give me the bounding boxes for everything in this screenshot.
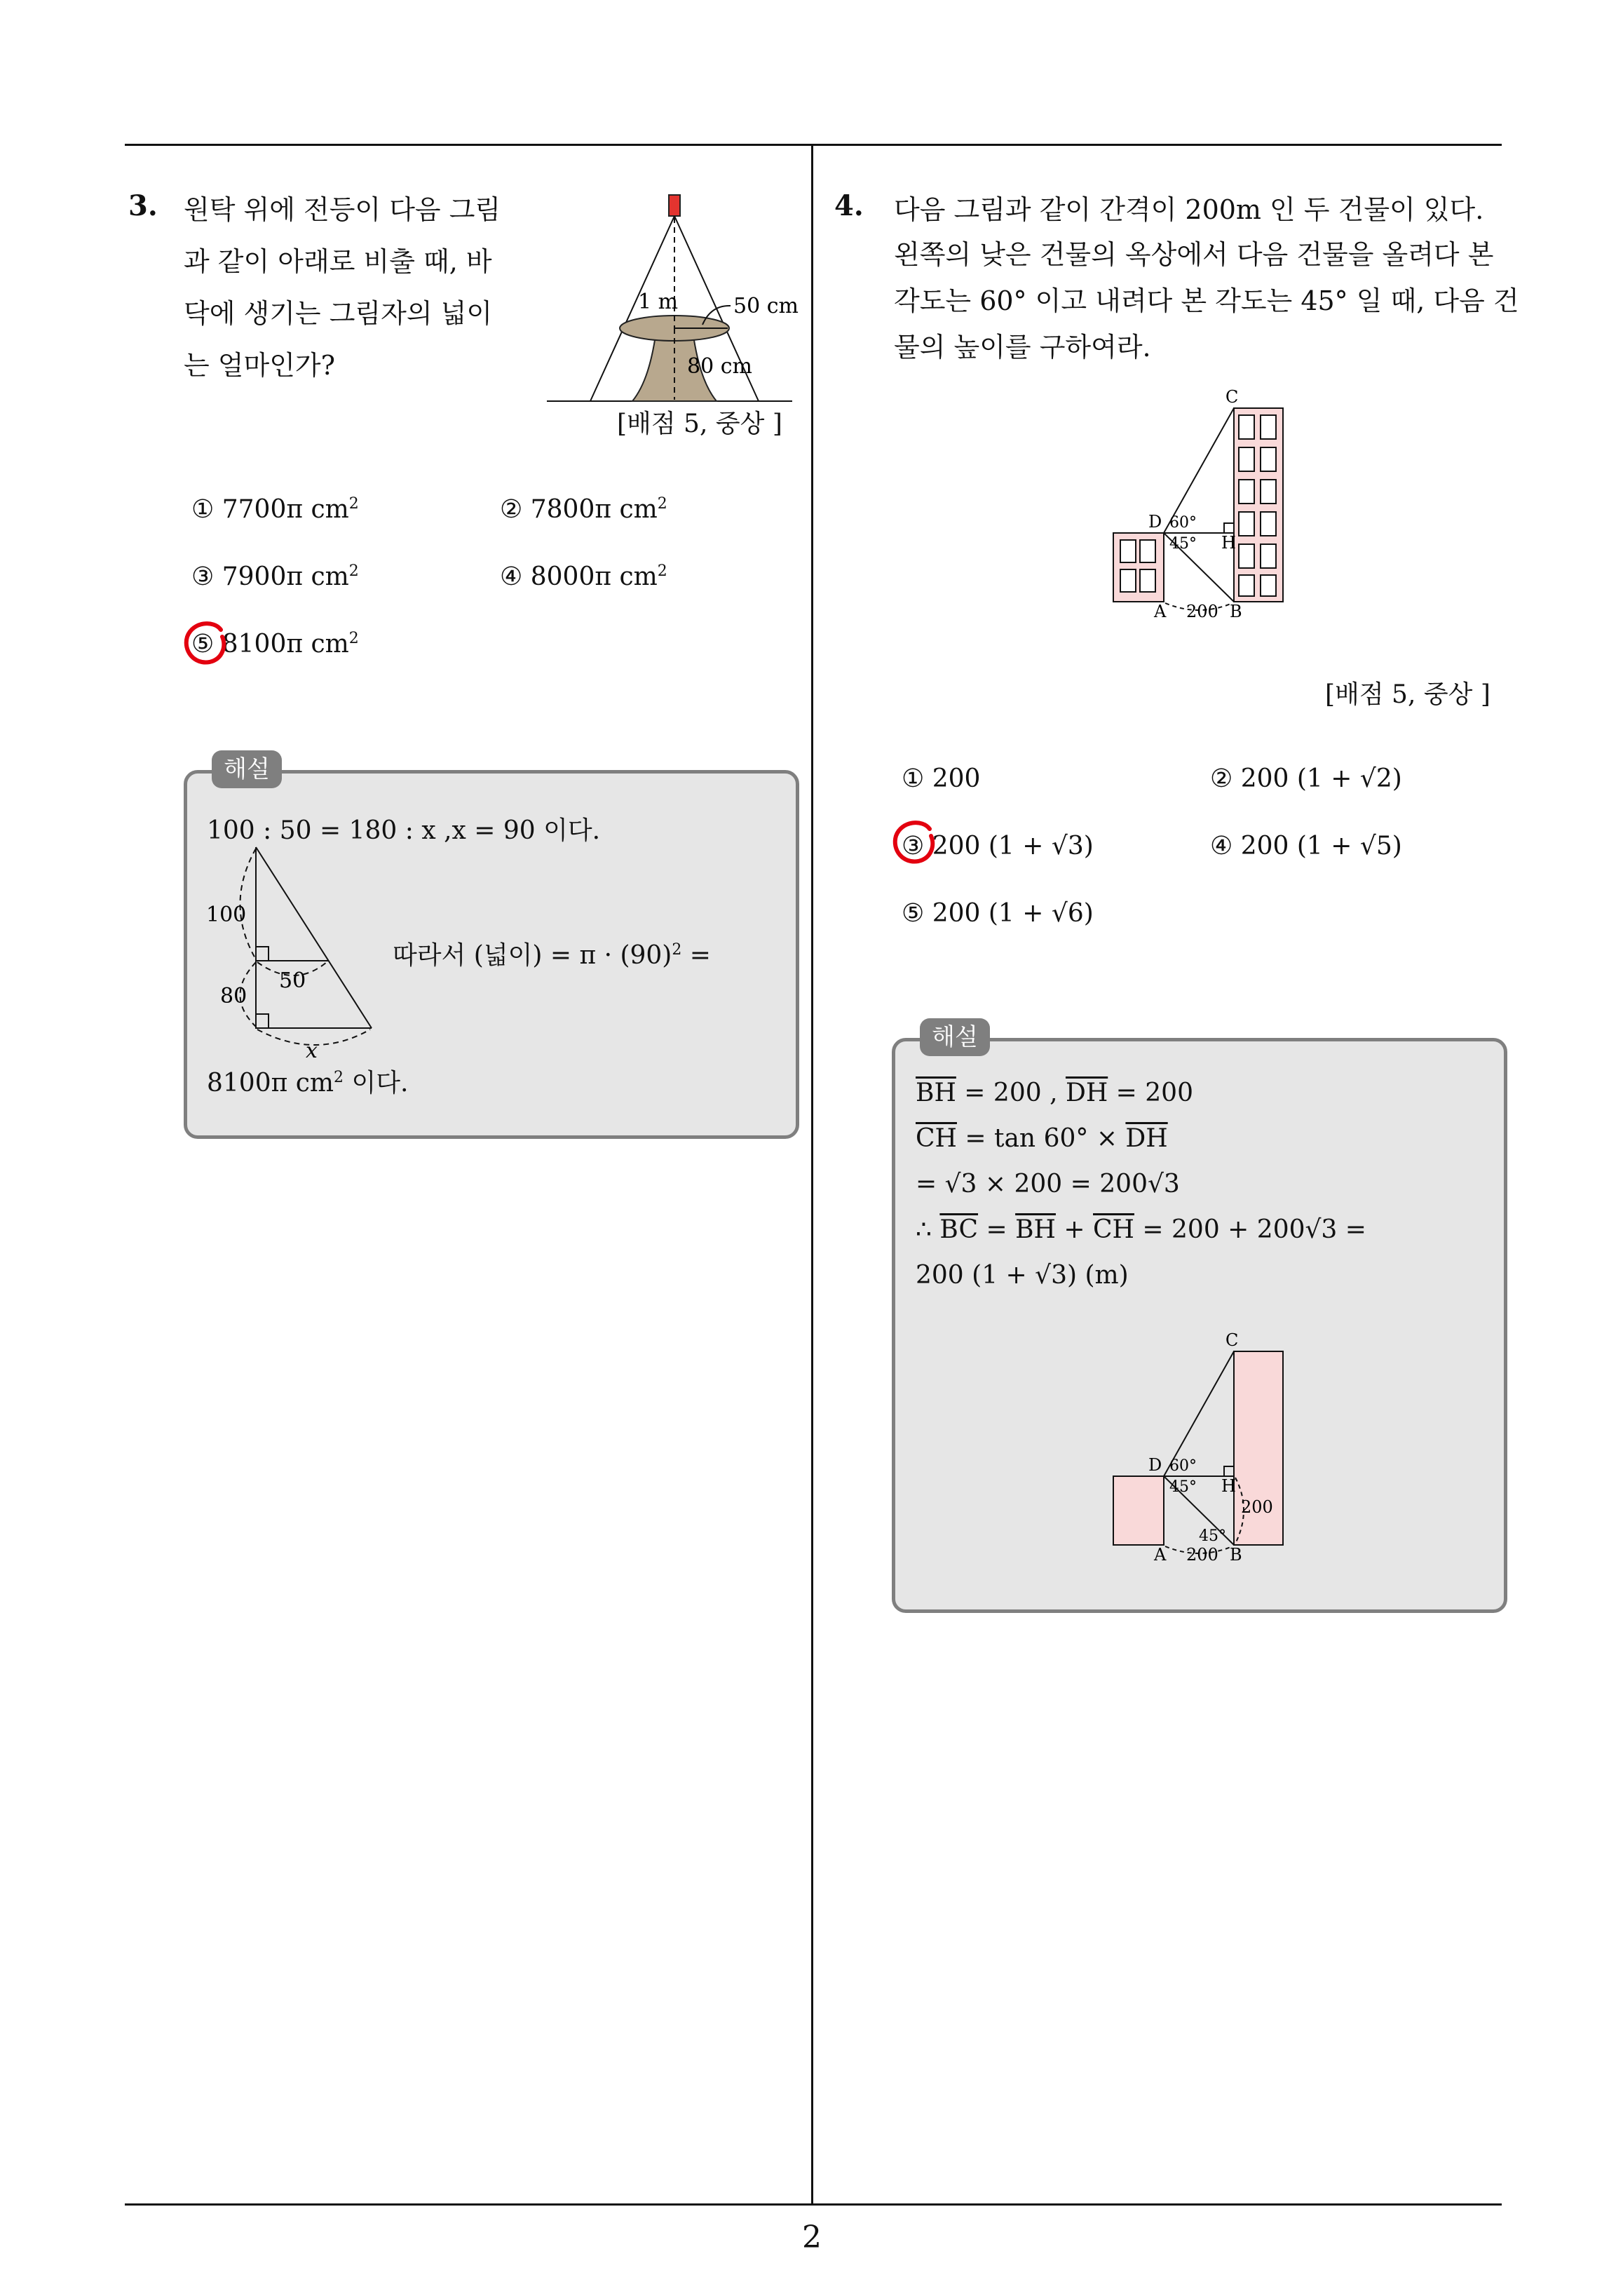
choice-number: ③ xyxy=(902,832,925,860)
q3-sol-label-100: 100 xyxy=(206,903,247,927)
q4-solution-figure xyxy=(1101,1329,1311,1567)
q3-solution-last xyxy=(207,1063,408,1099)
solution-text: 8100π cm xyxy=(207,1069,334,1098)
segment-bc: $\overline{BC}$ xyxy=(939,1215,979,1244)
q3-solution-tag: 해설 xyxy=(212,750,282,788)
solution-text: = 200 xyxy=(1108,1079,1193,1107)
q4-solution-line5: 200 (1 + √3) (m) xyxy=(916,1261,1129,1290)
solution-text: = 200 , xyxy=(956,1079,1066,1107)
q3-text-line: 원탁 위에 전등이 다음 그림 xyxy=(184,194,501,225)
q4-fig-A: A xyxy=(1154,602,1167,621)
choice-exponent: 2 xyxy=(657,562,667,580)
q4-solution-line1 xyxy=(916,1079,1193,1107)
q3-fig-label-80cm: 80 cm xyxy=(687,354,752,379)
q4-choice-2[interactable] xyxy=(1210,764,1402,793)
q3-solution-mid xyxy=(393,936,711,971)
q4-fig-angle60: 60° xyxy=(1169,514,1197,532)
choice-number: ① xyxy=(191,495,215,524)
q4-sol-fig-angle45b: 45° xyxy=(1199,1527,1226,1545)
q4-buildings-figure xyxy=(1101,386,1311,624)
segment-ch: $\overline{CH}$ xyxy=(1093,1215,1134,1244)
q4-sol-fig-C: C xyxy=(1225,1330,1239,1350)
q3-sol-label-80: 80 xyxy=(220,984,247,1008)
choice-value: 8000π cm xyxy=(530,562,658,591)
q3-sol-label-x: x xyxy=(306,1039,318,1063)
solution-text: 따라서 (넓이) = π · (90) xyxy=(393,941,672,970)
segment-ch: $\overline{CH}$ xyxy=(916,1124,957,1153)
choice-exponent: 2 xyxy=(348,630,359,647)
solution-text: = 200 + 200√3 = xyxy=(1134,1215,1366,1244)
segment-bh: $\overline{BH}$ xyxy=(916,1079,956,1107)
solution-text: = xyxy=(978,1215,1016,1244)
segment-bh: $\overline{BH}$ xyxy=(1015,1215,1056,1244)
choice-exponent: 2 xyxy=(348,495,359,513)
q4-text-line: 왼쪽의 낮은 건물의 옥상에서 다음 건물을 올려다 본 xyxy=(894,239,1494,270)
solution-text: 이다. xyxy=(344,1069,409,1098)
q3-choice-3[interactable] xyxy=(191,562,359,591)
q3-choice-4[interactable] xyxy=(500,562,667,591)
q3-choice-1[interactable] xyxy=(191,495,359,524)
choice-number: ⑤ xyxy=(902,899,925,928)
q4-sol-fig-H: H xyxy=(1221,1476,1236,1496)
q4-points: [배점 5, 중상 ] xyxy=(1325,680,1490,709)
q4-solution-tag: 해설 xyxy=(920,1018,990,1056)
q3-answer-circle-mark xyxy=(179,616,235,672)
q3-lamp-table-figure xyxy=(547,189,806,414)
choice-number: ④ xyxy=(500,562,523,591)
q4-sol-fig-A: A xyxy=(1154,1545,1167,1565)
choice-number: ⑤ xyxy=(191,630,215,659)
q4-sol-fig-height: 200 xyxy=(1241,1497,1273,1517)
q4-choice-4[interactable] xyxy=(1210,832,1402,860)
q3-solution-line1: 100 : 50 = 180 : x ,x = 90 이다. xyxy=(207,816,601,845)
bottom-rule xyxy=(125,2203,1502,2206)
q3-fig-label-1m: 1 m xyxy=(638,290,679,314)
q4-text-line: 다음 그림과 같이 간격이 200m 인 두 건물이 있다. xyxy=(894,194,1484,225)
q4-fig-D: D xyxy=(1148,512,1162,532)
q3-fig-label-50cm: 50 cm xyxy=(733,294,799,318)
q3-points: [배점 5, 중상 ] xyxy=(617,410,782,438)
q4-number: 4. xyxy=(834,189,864,222)
q3-text-line: 닥에 생기는 그림자의 넓이 xyxy=(184,298,493,329)
q4-text-line: 각도는 60° 이고 내려다 본 각도는 45° 일 때, 다음 건 xyxy=(894,285,1519,316)
choice-number: ③ xyxy=(191,562,215,591)
column-divider xyxy=(811,144,813,2206)
q4-choice-5[interactable] xyxy=(902,899,1094,928)
choice-value: 200 (1 + √6) xyxy=(932,899,1094,928)
q3-solution-triangle-figure xyxy=(203,842,393,1066)
q4-choice-1[interactable] xyxy=(902,764,980,793)
q4-fig-dist: 200 xyxy=(1186,602,1218,621)
q4-sol-fig-angle60: 60° xyxy=(1169,1457,1197,1475)
q3-number: 3. xyxy=(128,189,158,222)
page-number: 2 xyxy=(802,2220,822,2255)
choice-number: ① xyxy=(902,764,925,793)
choice-exponent: 2 xyxy=(657,495,667,513)
solution-text: = tan 60° × xyxy=(956,1124,1126,1153)
choice-value: 200 xyxy=(932,764,981,793)
choice-value: 200 (1 + √5) xyxy=(1240,832,1402,860)
q4-sol-fig-B: B xyxy=(1230,1545,1242,1565)
q4-fig-C: C xyxy=(1225,387,1239,407)
solution-text: ∴ xyxy=(916,1215,940,1244)
choice-number: ④ xyxy=(1210,832,1233,860)
choice-value: 200 (1 + √2) xyxy=(1240,764,1402,793)
q3-text-line: 과 같이 아래로 비출 때, 바 xyxy=(184,246,492,277)
q3-choice-2[interactable] xyxy=(500,495,667,524)
q4-sol-fig-D: D xyxy=(1148,1455,1162,1475)
choice-number: ② xyxy=(500,495,523,524)
q4-solution-line3: = √3 × 200 = 200√3 xyxy=(916,1170,1180,1198)
choice-number: ② xyxy=(1210,764,1233,793)
q4-answer-circle-mark xyxy=(888,815,944,871)
q4-sol-fig-dist: 200 xyxy=(1186,1545,1218,1565)
segment-dh: $\overline{DH}$ xyxy=(1065,1079,1108,1107)
choice-value: 7700π cm xyxy=(222,495,349,524)
solution-exponent: 2 xyxy=(672,941,682,959)
segment-dh: $\overline{DH}$ xyxy=(1125,1124,1168,1153)
solution-text: = xyxy=(681,941,711,970)
choice-value: 7900π cm xyxy=(222,562,349,591)
q4-fig-B: B xyxy=(1230,602,1242,621)
q4-fig-H: H xyxy=(1221,533,1236,553)
q3-sol-label-50: 50 xyxy=(279,968,306,993)
q3-text-line: 는 얼마인가? xyxy=(184,350,335,381)
q4-sol-fig-angle45a: 45° xyxy=(1169,1478,1197,1496)
q4-solution-line2 xyxy=(916,1124,1168,1153)
choice-value: 7800π cm xyxy=(530,495,658,524)
choice-exponent: 2 xyxy=(348,562,359,580)
choice-value: 8100π cm xyxy=(222,630,349,659)
solution-text: + xyxy=(1055,1215,1094,1244)
solution-exponent: 2 xyxy=(334,1069,344,1086)
q4-solution-line4 xyxy=(916,1215,1366,1244)
q4-fig-angle45: 45° xyxy=(1169,535,1197,553)
choice-value: 200 (1 + √3) xyxy=(932,832,1094,860)
top-rule xyxy=(125,144,1502,146)
q4-text-line: 물의 높이를 구하여라. xyxy=(894,332,1151,363)
